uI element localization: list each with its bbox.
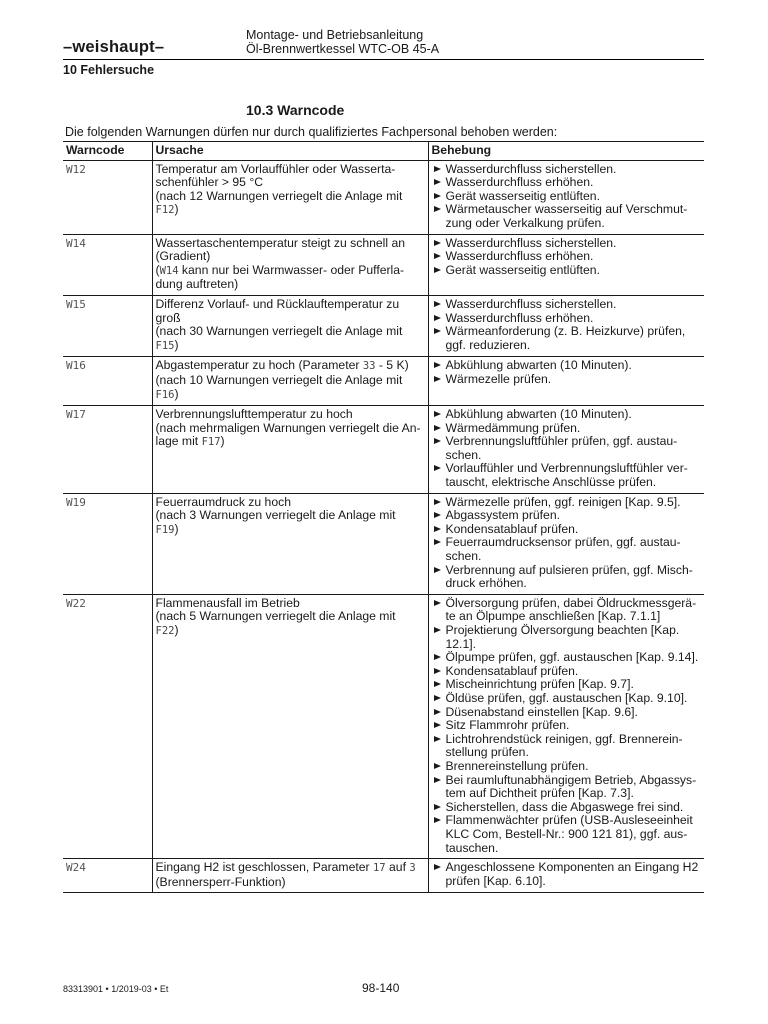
header-ursache: Ursache (152, 142, 428, 161)
table-header-row (63, 142, 704, 161)
table-row (63, 594, 704, 858)
remedy-cell (428, 406, 704, 494)
remedy-list (432, 496, 701, 591)
remedy-item: Lichtrohrendstück reinigen, ggf. Brennerein-stellung prüfen. (432, 733, 701, 760)
document-id: 83313901 • 1/2019-03 • Et (63, 984, 169, 994)
remedy-list (432, 163, 701, 231)
remedy-item: Wasserdurchfluss sicherstellen. (432, 237, 701, 251)
remedy-item: Sicherstellen, dass die Abgaswege frei sind. (432, 801, 701, 815)
header-behebung: Behebung (428, 142, 704, 161)
cause-line: (nach 3 Warnungen verriegelt die Anlage mit (155, 508, 396, 523)
cause-cell (152, 295, 428, 356)
table-row (63, 234, 704, 295)
cause-line: Eingang H2 ist geschlossen, Parameter 17 auf 3 (155, 860, 416, 875)
chapter-title: 10 Fehlersuche (63, 63, 155, 77)
remedy-item: Öldüse prüfen, ggf. austauschen [Kap. 9.10]. (432, 692, 701, 706)
remedy-item: Bei raumluftunabhängigem Betrieb, Abgassys-tem auf Dichtheit prüfen [Kap. 7.3]. (432, 774, 701, 801)
warncode-cell: W19 (63, 493, 152, 594)
remedy-cell (428, 234, 704, 295)
remedy-item: Verbrennungsluftfühler prüfen, ggf. austau-schen. (432, 435, 701, 462)
cause-line: F19) (155, 521, 179, 536)
table-row (63, 859, 704, 893)
remedy-cell (428, 859, 704, 893)
warncode-cell: W22 (63, 594, 152, 858)
warncode-cell: W15 (63, 295, 152, 356)
remedy-item: Abgassystem prüfen. (432, 509, 701, 523)
remedy-list (432, 359, 701, 386)
warncode-cell: W12 (63, 160, 152, 234)
table-row (63, 357, 704, 406)
cause-line: (nach 5 Warnungen verriegelt die Anlage mit (155, 609, 396, 624)
cause-cell (152, 859, 428, 893)
remedy-item: Feuerraumdrucksensor prüfen, ggf. austau-schen. (432, 536, 701, 563)
remedy-item: Kondensatablauf prüfen. (432, 523, 701, 537)
remedy-item: Sitz Flammrohr prüfen. (432, 719, 701, 733)
remedy-item: Flammenwächter prüfen (USB-Ausleseeinheit KLC Com, Bestell-Nr.: 900 121 81), ggf. aus-tauschen. (432, 814, 701, 855)
header-divider (63, 59, 704, 60)
remedy-item: Abkühlung abwarten (10 Minuten). (432, 359, 701, 373)
remedy-item: Projektierung Ölversorgung beachten [Kap. 12.1]. (432, 624, 701, 651)
cause-cell (152, 406, 428, 494)
brand-logo: –weishaupt– (63, 38, 165, 56)
remedy-item: Wasserdurchfluss sicherstellen. (432, 163, 701, 177)
cause-line: F16) (155, 386, 179, 401)
cause-line: (Gradient) (155, 249, 211, 264)
remedy-item: Kondensatablauf prüfen. (432, 665, 701, 679)
warncode-cell: W16 (63, 357, 152, 406)
cause-line: F22) (155, 623, 179, 637)
remedy-item: Wasserdurchfluss erhöhen. (432, 176, 701, 190)
cause-line: (nach 30 Warnungen verriegelt die Anlage mit (155, 324, 403, 339)
cause-cell (152, 160, 428, 234)
remedy-item: Mischeinrichtung prüfen [Kap. 9.7]. (432, 678, 701, 692)
remedy-item: Abkühlung abwarten (10 Minuten). (432, 408, 701, 422)
cause-line: (nach 12 Warnungen verriegelt die Anlage mit (155, 188, 403, 203)
remedy-item: Verbrennung auf pulsieren prüfen, ggf. Misch-druck erhöhen. (432, 564, 701, 591)
remedy-item: Vorlauffühler und Verbrennungsluftfühler ver-tauscht, elektrische Anschlüsse prüfen. (432, 462, 701, 489)
table-row (63, 295, 704, 356)
remedy-item: Wasserdurchfluss erhöhen. (432, 250, 701, 264)
cause-line: lage mit F17) (155, 434, 225, 449)
remedy-cell (428, 594, 704, 858)
warncode-cell: W14 (63, 234, 152, 295)
product-title: Öl-Brennwertkessel WTC-OB 45-A (246, 42, 440, 56)
remedy-cell (428, 357, 704, 406)
remedy-list (432, 597, 701, 855)
table-row (63, 406, 704, 494)
cause-line: dung auftreten) (155, 277, 239, 292)
intro-text: Die folgenden Warnungen dürfen nur durch qualifiziertes Fachpersonal behoben werden: (65, 125, 558, 139)
cause-line: Feuerraumdruck zu hoch (155, 494, 291, 509)
remedy-item: Wasserdurchfluss sicherstellen. (432, 298, 701, 312)
cause-line: schenfühler > 95 °C (155, 175, 264, 190)
remedy-item: Ölpumpe prüfen, ggf. austauschen [Kap. 9.14]. (432, 651, 701, 665)
remedy-item: Wärmedämmung prüfen. (432, 422, 701, 436)
warncode-cell: W17 (63, 406, 152, 494)
remedy-list (432, 408, 701, 490)
cause-line: (W14 kann nur bei Warmwasser- oder Pufferla- (155, 262, 405, 277)
cause-line: Verbrennungslufttemperatur zu hoch (155, 407, 353, 422)
remedy-item: Angeschlossene Komponenten an Eingang H2 prüfen [Kap. 6.10]. (432, 861, 701, 888)
document-title: Montage- und Betriebsanleitung (246, 28, 424, 42)
cause-line: F15) (155, 337, 179, 352)
remedy-item: Gerät wasserseitig entlüften. (432, 264, 701, 278)
cause-line: groß (155, 310, 181, 325)
cause-line: Abgastemperatur zu hoch (Parameter 33 - 5 K) (155, 358, 409, 373)
cause-cell (152, 493, 428, 594)
warncode-table (63, 141, 704, 893)
cause-line: Differenz Vorlauf- und Rücklauftemperatur zu (155, 296, 400, 311)
remedy-cell (428, 160, 704, 234)
cause-cell (152, 357, 428, 406)
cause-line: (nach mehrmaligen Warnungen verriegelt die An- (155, 420, 421, 435)
cause-cell (152, 594, 428, 858)
remedy-cell (428, 493, 704, 594)
remedy-item: Düsenabstand einstellen [Kap. 9.6]. (432, 706, 701, 720)
cause-line: (nach 10 Warnungen verriegelt die Anlage mit (155, 372, 403, 387)
remedy-item: Wasserdurchfluss erhöhen. (432, 312, 701, 326)
section-title: 10.3 Warncode (246, 102, 345, 118)
remedy-cell (428, 295, 704, 356)
cause-cell (152, 234, 428, 295)
table-row (63, 160, 704, 234)
cause-line: Temperatur am Vorlauffühler oder Wasserta- (155, 161, 396, 176)
warncode-cell: W24 (63, 859, 152, 893)
cause-line: Flammenausfall im Betrieb (155, 595, 300, 610)
table-row (63, 493, 704, 594)
remedy-list (432, 298, 701, 352)
remedy-item: Wärmetauscher wasserseitig auf Verschmut-zung oder Verkalkung prüfen. (432, 203, 701, 230)
cause-line: F12) (155, 202, 179, 217)
remedy-item: Wärmezelle prüfen. (432, 373, 701, 387)
remedy-item: Gerät wasserseitig entlüften. (432, 190, 701, 204)
remedy-item: Wärmeanforderung (z. B. Heizkurve) prüfen, ggf. reduzieren. (432, 325, 701, 352)
remedy-list (432, 861, 701, 888)
header-warncode: Warncode (63, 142, 152, 161)
cause-line: (Brennersperr-Funktion) (155, 874, 286, 889)
remedy-item: Brennereinstellung prüfen. (432, 760, 701, 774)
remedy-list (432, 237, 701, 278)
remedy-item: Ölversorgung prüfen, dabei Öldruckmessgerä-te an Ölpumpe anschließen [Kap. 7.1.1] (432, 597, 701, 624)
remedy-item: Wärmezelle prüfen, ggf. reinigen [Kap. 9.5]. (432, 496, 701, 510)
cause-line: Wassertaschentemperatur steigt zu schnell an (155, 235, 406, 250)
page-number: 98-140 (362, 981, 400, 995)
